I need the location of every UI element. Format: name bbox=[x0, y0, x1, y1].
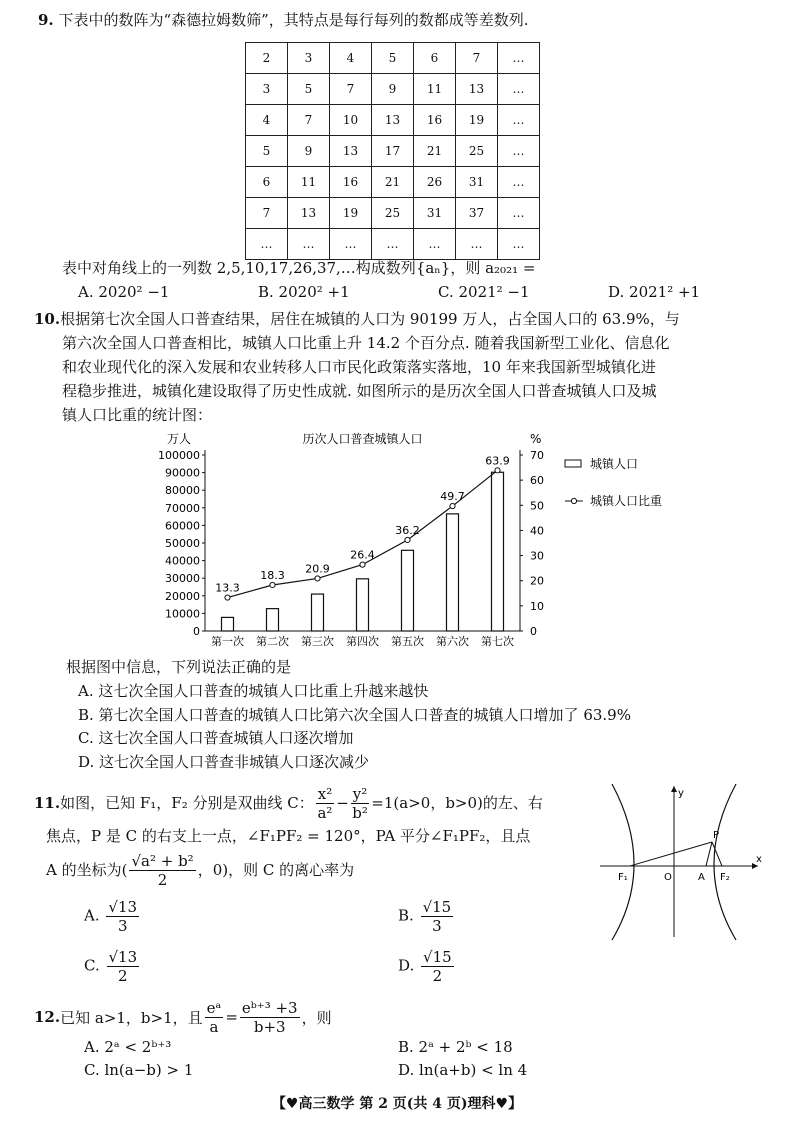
q11-option-d-label: D. bbox=[398, 956, 415, 975]
q10-line-5: 镇人口比重的统计图： bbox=[62, 406, 213, 424]
q11-frac-y bbox=[351, 785, 370, 822]
bar bbox=[492, 472, 504, 631]
table-cell: … bbox=[498, 43, 540, 74]
data-label: 18.3 bbox=[260, 568, 285, 582]
table-row bbox=[246, 105, 540, 136]
ratio-point bbox=[495, 468, 500, 473]
label-o: O bbox=[664, 872, 672, 883]
table-cell: … bbox=[288, 229, 330, 260]
table-cell: … bbox=[498, 136, 540, 167]
q11-coord-den: 2 bbox=[157, 870, 168, 889]
q11-option-c bbox=[84, 948, 141, 985]
table-cell: 9 bbox=[288, 136, 330, 167]
table-cell: 3 bbox=[246, 74, 288, 105]
segment-pa bbox=[706, 842, 712, 866]
y2-tick-label: 60 bbox=[530, 474, 544, 488]
q11-option-b bbox=[398, 898, 455, 935]
q11-option-b-den: 3 bbox=[432, 917, 442, 935]
q10-line-2: 第六次全国人口普查相比，城镇人口比重上升 14.2 个百分点. 随着我国新型工业化、信息化 bbox=[62, 334, 670, 352]
table-cell: … bbox=[498, 167, 540, 198]
table-cell: 21 bbox=[414, 136, 456, 167]
table-cell: … bbox=[414, 229, 456, 260]
y-tick-label: 40000 bbox=[165, 554, 200, 568]
table-cell: 16 bbox=[414, 105, 456, 136]
data-label: 49.7 bbox=[440, 490, 465, 504]
data-label: 63.9 bbox=[485, 454, 510, 468]
q11-option-a-den: 3 bbox=[117, 917, 128, 935]
q12-eq: = bbox=[225, 1008, 238, 1026]
q12-lhs-num: eᵃ bbox=[206, 998, 222, 1017]
table-cell: … bbox=[246, 229, 288, 260]
table-cell: 7 bbox=[246, 198, 288, 229]
table-cell: … bbox=[498, 74, 540, 105]
table-cell: 13 bbox=[330, 136, 372, 167]
table-cell: 4 bbox=[330, 43, 372, 74]
q10-stem bbox=[34, 307, 754, 427]
table-cell: 25 bbox=[456, 136, 498, 167]
q12-pre: 已知 a>1，b>1，且 bbox=[60, 1008, 203, 1027]
table-cell: 7 bbox=[330, 74, 372, 105]
y2-axis-label: % bbox=[530, 432, 542, 446]
y2-tick-label: 50 bbox=[530, 499, 544, 513]
q11-coord-num: √a² + b² bbox=[131, 851, 194, 870]
q9-stem-text: 下表中的数阵为“森德拉姆数筛”，其特点是每行每列的数都成等差数列. bbox=[58, 11, 529, 29]
table-cell: … bbox=[498, 198, 540, 229]
q11-stem bbox=[34, 784, 614, 890]
table-cell: 31 bbox=[414, 198, 456, 229]
table-cell: 3 bbox=[288, 43, 330, 74]
table-cell: 16 bbox=[330, 167, 372, 198]
q12-rhs-num: eᵇ⁺³ +3 bbox=[241, 998, 298, 1017]
right-branch bbox=[714, 784, 736, 940]
x-tick-label: 第七次 bbox=[481, 635, 514, 648]
y-tick-label: 70000 bbox=[165, 501, 200, 515]
data-label: 26.4 bbox=[350, 548, 375, 562]
q12-option-c: C. ln(a−b) > 1 bbox=[84, 1061, 194, 1079]
q10-line-4: 程稳步推进，城镇化建设取得了历史性成就. 如图所示的是历次全国人口普查城镇人口及城 bbox=[62, 382, 657, 400]
q11-option-c-num: √13 bbox=[108, 948, 138, 966]
y-tick-label: 10000 bbox=[165, 607, 200, 621]
q12-option-b: B. 2ᵃ + 2ᵇ < 18 bbox=[398, 1038, 513, 1056]
q11-option-d bbox=[398, 948, 456, 985]
table-cell: 37 bbox=[456, 198, 498, 229]
q11-option-d-den: 2 bbox=[432, 967, 443, 985]
q9-option-c: C. 2021² −1 bbox=[438, 283, 530, 301]
q11-minus: − bbox=[336, 794, 349, 812]
table-row bbox=[246, 198, 540, 229]
q11-line-2: 焦点，P 是 C 的右支上一点，∠F₁PF₂ = 120°，PA 平分∠F₁PF₂，且点 bbox=[46, 827, 531, 845]
table-row bbox=[246, 136, 540, 167]
q11-options bbox=[84, 898, 584, 994]
table-cell: … bbox=[330, 229, 372, 260]
y2-tick-label: 30 bbox=[530, 549, 544, 563]
y-tick-label: 100000 bbox=[158, 449, 200, 462]
q11-option-a-label: A. bbox=[84, 906, 100, 925]
y-tick-label: 50000 bbox=[165, 537, 200, 550]
x-tick-label: 第二次 bbox=[256, 635, 289, 648]
table-cell: 25 bbox=[372, 198, 414, 229]
q9-option-d: D. 2021² +1 bbox=[608, 283, 701, 301]
table-cell: 21 bbox=[372, 167, 414, 198]
bar bbox=[402, 550, 414, 631]
y-axis-arrow bbox=[671, 786, 677, 792]
q11-coord-frac bbox=[129, 852, 195, 889]
ratio-point bbox=[450, 503, 455, 508]
table-cell: 9 bbox=[372, 74, 414, 105]
q11-y2: y² bbox=[352, 784, 368, 803]
label-p: P bbox=[713, 830, 720, 841]
urban-population-chart bbox=[140, 428, 720, 653]
table-cell: … bbox=[498, 105, 540, 136]
q12-option-a: A. 2ᵃ < 2ᵇ⁺³ bbox=[84, 1038, 172, 1056]
q11-option-a-num: √13 bbox=[108, 898, 138, 916]
table-cell: 6 bbox=[414, 43, 456, 74]
q11-frac-x bbox=[316, 785, 334, 822]
q11-line-1a: 如图，已知 F₁，F₂ 分别是双曲线 C： bbox=[60, 794, 314, 812]
label-f1: F₁ bbox=[618, 872, 628, 883]
x-tick-label: 第六次 bbox=[436, 635, 469, 648]
q9-options bbox=[78, 283, 758, 305]
q9-option-b: B. 2020² +1 bbox=[258, 283, 350, 301]
q11-number: 11. bbox=[34, 794, 61, 812]
label-a: A bbox=[698, 872, 705, 883]
bar bbox=[267, 609, 279, 631]
ratio-point bbox=[225, 595, 230, 600]
table-cell: 13 bbox=[372, 105, 414, 136]
q12-lhs-frac bbox=[205, 999, 224, 1036]
y-tick-label: 20000 bbox=[165, 589, 200, 603]
label-f2: F₂ bbox=[720, 872, 730, 883]
q12-rhs-den: b+3 bbox=[253, 1017, 286, 1036]
chart-title: 历次人口普查城镇人口 bbox=[302, 432, 423, 446]
y2-tick-label: 10 bbox=[530, 599, 544, 613]
bar bbox=[312, 594, 324, 631]
table-cell: 26 bbox=[414, 167, 456, 198]
table-cell: 5 bbox=[246, 136, 288, 167]
q11-option-a bbox=[84, 898, 141, 935]
table-cell: 5 bbox=[372, 43, 414, 74]
q9-question: 表中对角线上的一列数 2,5,10,17,26,37,…构成数列{aₙ}，则 a₂₀₂₁ = bbox=[62, 259, 536, 277]
q10-option-c: C. 这七次全国人口普查城镇人口逐次增加 bbox=[78, 729, 354, 747]
table-cell: 19 bbox=[456, 105, 498, 136]
q9-number: 9. bbox=[38, 11, 54, 29]
q11-b2: b² bbox=[352, 803, 368, 822]
legend-line-marker bbox=[571, 498, 576, 503]
bar bbox=[357, 579, 369, 631]
sundaram-sieve-table bbox=[245, 42, 540, 260]
y-tick-label: 90000 bbox=[165, 466, 200, 480]
q12-option-d: D. ln(a+b) < ln 4 bbox=[398, 1061, 528, 1079]
table-cell: 17 bbox=[372, 136, 414, 167]
q10-option-b: B. 第七次全国人口普查的城镇人口比第六次全国人口普查的城镇人口增加了 63.9% bbox=[78, 705, 631, 724]
table-row bbox=[246, 74, 540, 105]
q10-option-d: D. 这七次全国人口普查非城镇人口逐次减少 bbox=[78, 752, 370, 771]
y-tick-label: 60000 bbox=[165, 519, 200, 533]
y2-tick-label: 70 bbox=[530, 449, 544, 462]
q11-line-1b: =1(a>0，b>0)的左、右 bbox=[371, 794, 543, 812]
legend-line-label: 城镇人口比重 bbox=[590, 494, 663, 508]
q12-number: 12. bbox=[34, 1008, 61, 1026]
ratio-point bbox=[315, 576, 320, 581]
table-cell: 2 bbox=[246, 43, 288, 74]
table-cell: 10 bbox=[330, 105, 372, 136]
y2-tick-label: 40 bbox=[530, 524, 544, 538]
page-footer: 【♥高三数学 第 2 页(共 4 页)理科♥】 bbox=[271, 1096, 523, 1112]
data-label: 13.3 bbox=[215, 581, 240, 595]
q10-line-3: 和农业现代化的深入发展和农业转移人口市民化政策落实落地，10 年来我国新型城镇化进 bbox=[62, 358, 656, 376]
table-cell: 7 bbox=[288, 105, 330, 136]
x-tick-label: 第一次 bbox=[211, 635, 244, 648]
q11-line-3b: ，0)，则 C 的离心率为 bbox=[197, 861, 355, 879]
left-branch bbox=[612, 784, 634, 940]
q11-x2: x² bbox=[317, 784, 333, 803]
table-cell: … bbox=[456, 229, 498, 260]
legend-bar-swatch bbox=[565, 460, 581, 467]
q11-option-c-label: C. bbox=[84, 956, 100, 975]
table-cell: … bbox=[498, 229, 540, 260]
y2-tick-label: 0 bbox=[530, 625, 537, 638]
y-tick-label: 80000 bbox=[165, 484, 200, 498]
hyperbola-figure bbox=[598, 782, 768, 942]
data-label: 36.2 bbox=[395, 523, 420, 537]
table-cell: 19 bbox=[330, 198, 372, 229]
table-cell: 7 bbox=[456, 43, 498, 74]
bar bbox=[222, 617, 234, 631]
q11-option-d-num: √15 bbox=[423, 948, 452, 966]
q11-a2: a² bbox=[317, 803, 333, 822]
q11-option-b-label: B. bbox=[398, 906, 414, 925]
table-row bbox=[246, 167, 540, 198]
data-label: 20.9 bbox=[305, 562, 330, 576]
table-cell: 13 bbox=[288, 198, 330, 229]
q12-post: ，则 bbox=[301, 1008, 332, 1027]
q9-stem bbox=[38, 8, 529, 33]
x-tick-label: 第三次 bbox=[301, 635, 334, 648]
q12-stem bbox=[34, 996, 332, 1038]
y-axis-label: 万人 bbox=[167, 432, 192, 446]
segment-pf1 bbox=[630, 842, 712, 866]
q12-options bbox=[84, 1036, 684, 1084]
q11-line-3a: A 的坐标为( bbox=[46, 861, 128, 879]
label-y: y bbox=[678, 788, 684, 799]
y2-tick-label: 20 bbox=[530, 574, 544, 588]
bar bbox=[447, 514, 459, 631]
q11-option-c-den: 2 bbox=[118, 967, 128, 985]
q11-option-b-num: √15 bbox=[422, 898, 452, 916]
q10-option-a: A. 这七次全国人口普查的城镇人口比重上升越来越快 bbox=[78, 682, 429, 700]
table-cell: 31 bbox=[456, 167, 498, 198]
y-tick-label: 0 bbox=[193, 625, 200, 638]
legend-bar-label: 城镇人口 bbox=[590, 457, 639, 471]
q10-options bbox=[78, 680, 631, 774]
q10-line-1: 根据第七次全国人口普查结果，居住在城镇的人口为 90199 万人，占全国人口的 63.9%，与 bbox=[60, 310, 680, 328]
table-cell: 11 bbox=[414, 74, 456, 105]
label-x: x bbox=[756, 854, 762, 865]
table-cell: 5 bbox=[288, 74, 330, 105]
q12-rhs-frac bbox=[240, 999, 300, 1036]
ratio-point bbox=[405, 537, 410, 542]
x-tick-label: 第五次 bbox=[391, 635, 424, 648]
q9-option-a: A. 2020² −1 bbox=[78, 283, 170, 301]
y-tick-label: 30000 bbox=[165, 572, 200, 586]
q10-number: 10. bbox=[34, 310, 61, 328]
table-cell: 11 bbox=[288, 167, 330, 198]
table-cell: 13 bbox=[456, 74, 498, 105]
ratio-point bbox=[360, 562, 365, 567]
table-row bbox=[246, 43, 540, 74]
table-row bbox=[246, 229, 540, 260]
q12-lhs-den: a bbox=[209, 1017, 219, 1036]
table-cell: 6 bbox=[246, 167, 288, 198]
x-tick-label: 第四次 bbox=[346, 635, 379, 648]
table-cell: … bbox=[372, 229, 414, 260]
q10-question: 根据图中信息，下列说法正确的是 bbox=[66, 658, 292, 676]
table-cell: 4 bbox=[246, 105, 288, 136]
ratio-point bbox=[270, 582, 275, 587]
